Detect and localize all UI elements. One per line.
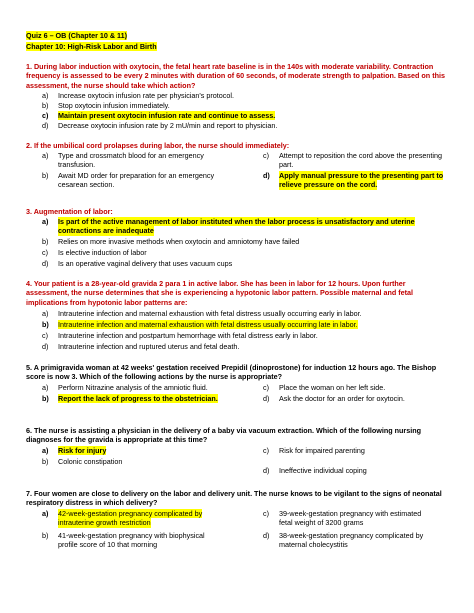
q7-option-d: d) 38-week-gestation pregnancy complicated by maternal cholecystitis bbox=[263, 531, 424, 550]
q7-option-c: c) 39-week-gestation pregnancy with estimated fetal weight of 3200 grams bbox=[263, 509, 422, 528]
chapter-title-text: Chapter 10: High-Risk Labor and Birth bbox=[26, 42, 157, 51]
quiz-title-text: Quiz 6 – OB (Chapter 10 & 11) bbox=[26, 31, 128, 40]
q2-option-b: b) Await MD order for preparation for an emergency cesarean section. bbox=[42, 171, 215, 190]
question-3: 3. Augmentation of labor: bbox=[26, 207, 113, 216]
chapter-title bbox=[26, 42, 157, 51]
question-4: 4. Your patient is a 28-year-old gravida 2 para 1 in active labor. She has been in labor for 12 hours. Upon further assessment, the nurse determines that she is experiencing a hypotonic labor pattern. Possible maternal and fetal implications from hypotonic labor patterns are: bbox=[26, 279, 414, 307]
question-2: 2. If the umbilical cord prolapses during labor, the nurse should immediately: bbox=[26, 141, 290, 150]
question-1: 1. During labor induction with oxytocin, the fetal heart rate baseline is in the 140s with moderate variability. Contraction frequency is assessed to be every 2 minutes with duration of 60 seconds, of moderate strength to palpation. Based on this assessment, the nurse should take which action? bbox=[26, 62, 445, 90]
q2-option-d-answer: d) Apply manual pressure to the presenting part to relieve pressure on the cord. bbox=[263, 171, 444, 190]
q7-option-b: b) 41-week-gestation pregnancy with biophysical profile score of 10 that morning bbox=[42, 531, 205, 550]
question-7: 7. Four women are close to delivery on the labor and delivery unit. The nurse knows to be vigilant to the signs of neonatal respiratory distress in which delivery? bbox=[26, 489, 442, 508]
q2-option-a: a) Type and crossmatch blood for an emergency transfusion. bbox=[42, 151, 204, 170]
q2-option-c: c) Attempt to reposition the cord above the presenting part. bbox=[263, 151, 443, 170]
q3-option-a-answer: a) Is part of the active management of labor instituted when the labor process is unsatisfactory and uterine contractions are inadequate bbox=[42, 217, 415, 236]
quiz-title bbox=[26, 31, 127, 40]
document-page: Quiz 6 – OB (Chapter 10 & 11) Chapter 10: High-Risk Labor and Birth 1. During labor induction with oxytocin, the fetal heart rate baseline is in the 140s with moderate variability. Contraction frequency is assessed to be every 2 minutes with duration of 60 seconds, of moderate strength to palpation. Based on this assessment, the nurse should take which action? a) Increase oxytocin infusion rate per physician's protocol. b) Stop oxytocin infusion immediately. c) Maintain present oxytocin infusion rate and continue to assess. d) Decrease oxytocin infusion rate by 2 mU/min and report to physician. 2. If the umbilical cord prolapses during labor, the nurse should immediately: a) Type and crossmatch blood for an emergency transfusion. b) Await MD order for preparation for an emergency cesarean section. c) Attempt to reposition the cord above the presenting part. d) Apply manual pressure to the presenting part to relieve pressure on the cord. 3. Augmentation of labor: a) Is part of the active management of labor instituted when the labor process is unsatisfactory and uterine contractions are inadequate b) Relies on more invasive methods when oxytocin and amniotomy have failed c) Is elective induction of labor d) Is an operative vaginal delivery that uses vacuum cups 4. Your patient is a 28-year-old gravida 2 para 1 in active labor. She has been in labor for 12 hours. Upon further assessment, the nurse determines that she is experiencing a hypotonic labor pattern. Possible maternal and fetal implications from hypotonic labor patterns are: a) Intrauterine infection and maternal exhaustion with fetal distress usually occurring early in labor. b) Intrauterine infection and maternal exhaustion with fetal distress usually occurring late in labor. c) Intrauterine infection and postpartum hemorrhage with fetal distress early in labor. d) Intrauterine infection and ruptured uterus and fetal death. 5. A primigravida woman at 42 weeks' gestation received Prepidil (dinoprostone) for induction 12 hours ago. The Bishop score is now 3. Which of the following actions by the nurse is appropriate? a) Perform Nitrazine analysis of the amniotic fluid. b) Report the lack of progress to the obstetrician. c) Place the woman on her left side. d) Ask the doctor for an order for oxytocin. 6. The nurse is assisting a physician in the delivery of a baby via vacuum extraction. Which of the following nursing diagnoses for the gravida is appropriate at this time? a) Risk for injury b) Colonic constipation c) Risk for impaired parenting d) Ineffective individual coping 7. Four women are close to delivery on the labor and delivery unit. The nurse knows to be vigilant to the signs of neonatal respiratory distress in which delivery? a) 42-week-gestation pregnancy complicated by intrauterine growth restriction b) 41-week-gestation pregnancy with biophysical profile score of 10 that morning c) 39-week-gestation pregnancy with estimated fetal weight of 3200 grams d) 38-week-gestation pregnancy complicated by maternal cholecystitis bbox=[0, 0, 474, 613]
question-5: 5. A primigravida woman at 42 weeks' gestation received Prepidil (dinoprostone) for induction 12 hours ago. The Bishop score is now 3. Which of the following actions by the nurse is appropriate? bbox=[26, 363, 437, 382]
question-6: 6. The nurse is assisting a physician in the delivery of a baby via vacuum extraction. Which of the following nursing diagnoses for the gravida is appropriate at this time? bbox=[26, 426, 422, 445]
q7-option-a-answer: a) 42-week-gestation pregnancy complicated by intrauterine growth restriction bbox=[42, 509, 203, 528]
